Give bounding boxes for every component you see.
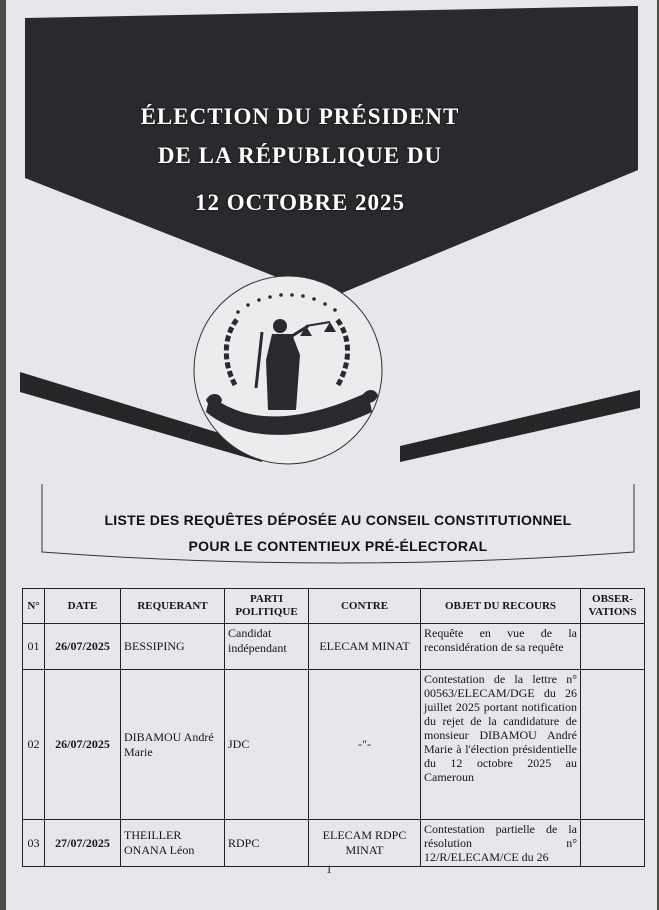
- header-num: N°: [23, 589, 45, 624]
- header-contre: CONTRE: [309, 589, 421, 624]
- cell-observations: [581, 670, 645, 820]
- table-row: [23, 624, 645, 670]
- cell-num: 02: [23, 670, 45, 820]
- election-title-line2: DE LA RÉPUBLIQUE DU: [157, 143, 443, 168]
- header-date: DATE: [45, 589, 121, 624]
- cell-date: 26/07/2025: [45, 624, 121, 670]
- cell-contre: -"-: [309, 670, 421, 820]
- cell-observations: [581, 820, 645, 867]
- header-observations: OBSER-VATIONS: [581, 589, 645, 624]
- cell-requerant: THEILLER ONANA Léon: [121, 820, 225, 867]
- cell-observations: [581, 624, 645, 670]
- list-title-line1: LISTE DES REQUÊTES DÉPOSÉE AU CONSEIL CONSTITUTIONNEL: [104, 512, 572, 528]
- cell-parti: Candidat indépendant: [225, 624, 309, 670]
- table-header-row: [23, 589, 645, 624]
- cell-contre: ELECAM MINAT: [309, 624, 421, 670]
- cell-num: 01: [23, 624, 45, 670]
- table-row: [23, 670, 645, 820]
- header-parti: PARTI POLITIQUE: [225, 589, 309, 624]
- cell-requerant: DIBAMOU André Marie: [121, 670, 225, 820]
- cell-requerant: BESSIPING: [121, 624, 225, 670]
- cell-date: 27/07/2025: [45, 820, 121, 867]
- election-title-line1: ÉLECTION DU PRÉSIDENT: [140, 104, 460, 129]
- header-requerant: REQUERANT: [121, 589, 225, 624]
- cell-objet: Requête en vue de la reconsidération de sa requête: [421, 624, 581, 670]
- cell-parti: RDPC: [225, 820, 309, 867]
- page-number: 1: [326, 862, 332, 876]
- cell-objet: Contestation partielle de la résolution n° 12/R/ELECAM/CE du 26: [421, 820, 581, 867]
- election-title-line3: 12 OCTOBRE 2025: [194, 190, 406, 215]
- header-objet: OBJET DU RECOURS: [421, 589, 581, 624]
- cell-objet: Contestation de la lettre n° 00563/ELECAM/DGE du 26 juillet 2025 portant notification du rejet de la candidature de monsieur DIBAMOU André Marie à l'élection présidentielle du 12 octobre 2025 au Cameroun: [421, 670, 581, 820]
- cell-date: 26/07/2025: [45, 670, 121, 820]
- constitutional-council-emblem: [194, 276, 382, 464]
- table-row: [23, 820, 645, 867]
- list-title-line2: POUR LE CONTENTIEUX PRÉ-ÉLECTORAL: [188, 538, 488, 554]
- cell-num: 03: [23, 820, 45, 867]
- requests-table: [22, 588, 645, 867]
- cell-parti: JDC: [225, 670, 309, 820]
- cell-contre: ELECAM RDPC MINAT: [309, 820, 421, 867]
